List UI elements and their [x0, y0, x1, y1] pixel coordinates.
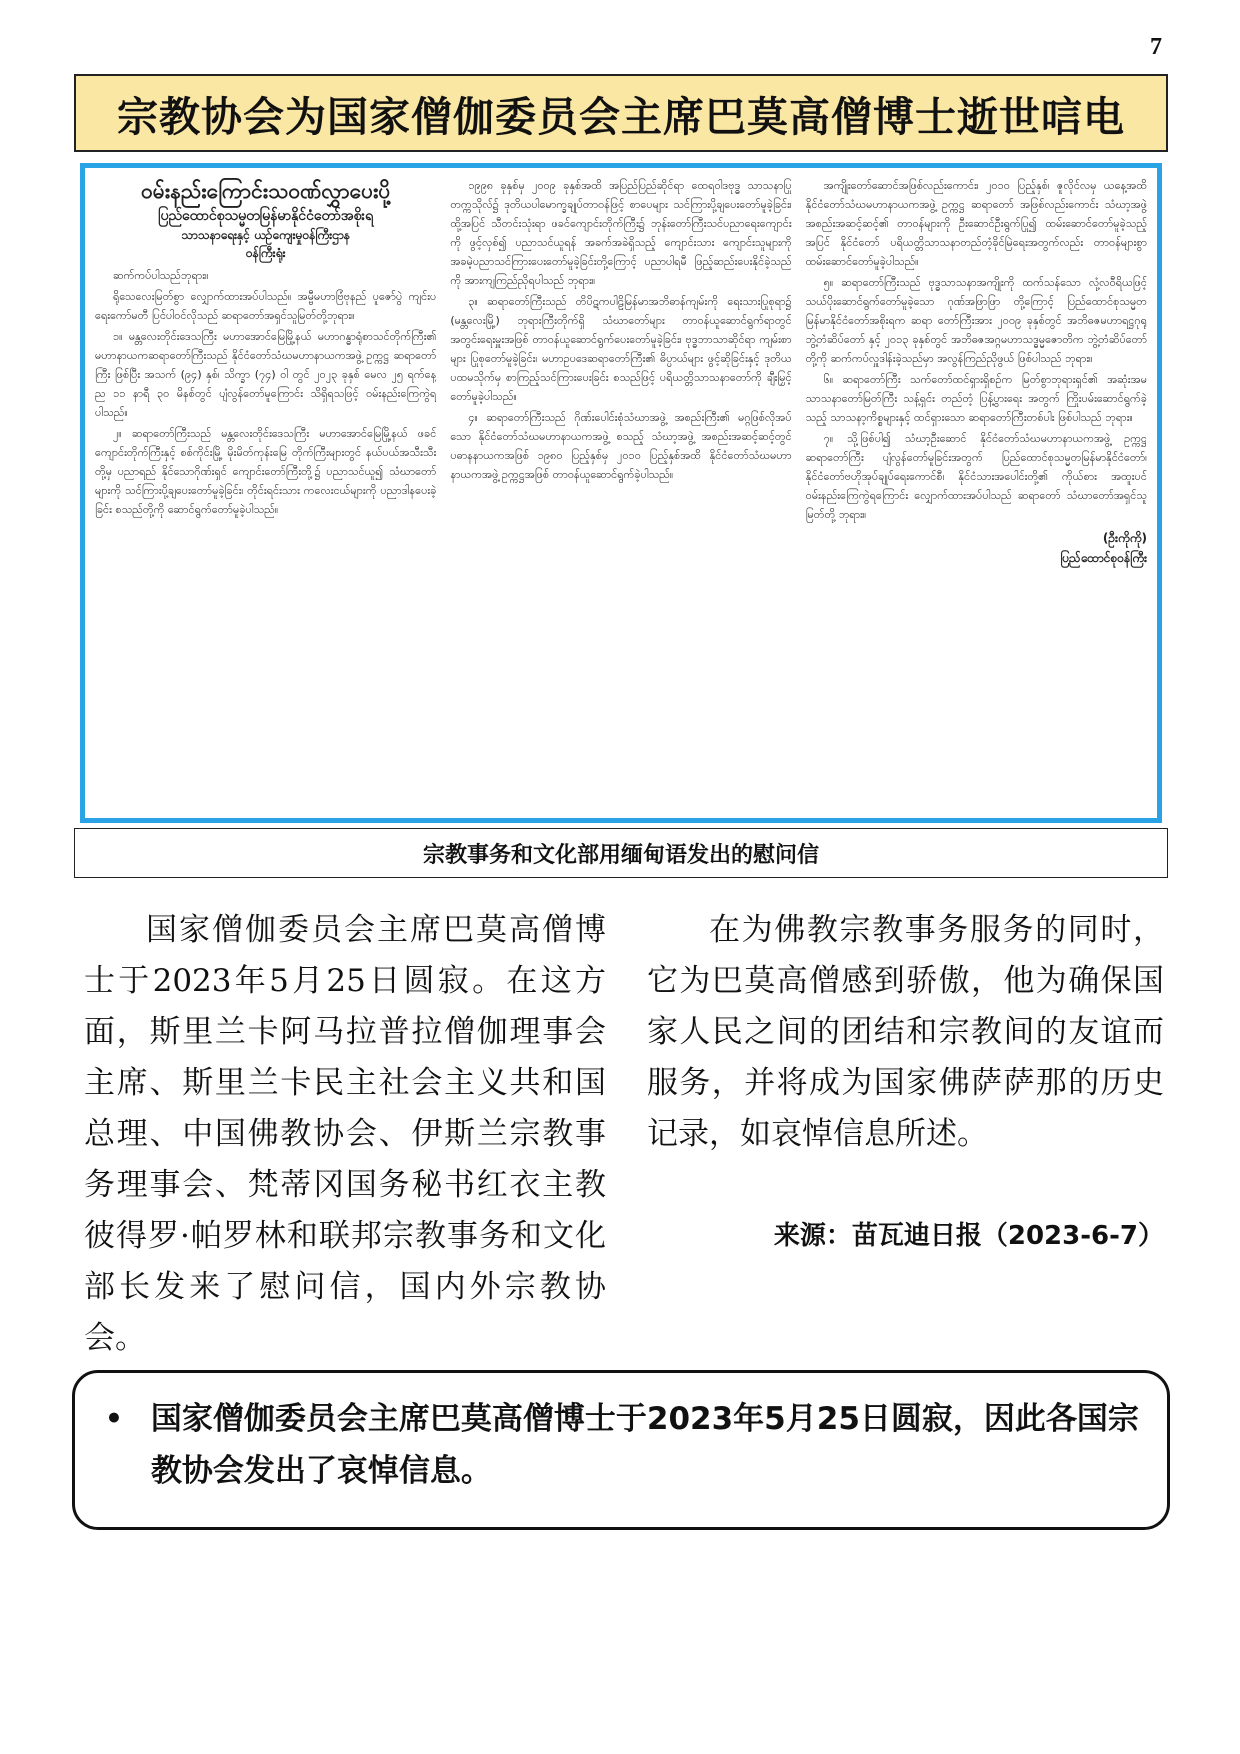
clipping-paragraph: ၄။ ဆရာတော်ကြီးသည် ဂိုဏ်းပေါင်းစုံသံဃာအဖွဲ့ အစည်းကြီး၏ မဂ္ဂဖြစ်လိုအပ်သော နိုင်ငံတော်သံဃမဟာနာယကအဖွဲ့ စသည့် သံဃာ့အဖွဲ့ အစည်းအဆင့်ဆင့်တွင် ပဓာနနာယကအဖြစ် ၁၉၈၀ ပြည့်နှစ်မှ ၂၀၁၀ ပြည့်နှစ်အထိ နိုင်ငံတော်သံဃမဟာနာယကအဖွဲ့ ဥက္ကဋ္ဌအဖြစ် တာဝန်ယူဆောင်ရွက်ခဲ့ပါသည်။	[450, 411, 792, 481]
clipping-paragraph: ၁။ မန္တလေးတိုင်းဒေသကြီး မဟာအောင်မြေမြို့နယ် မဟာဂန္ဓာရုံစာသင်တိုက်ကြီး၏ မဟာနာယကဆရာတော်ကြီးသည် နိုင်ငံတော်သံဃမဟာနာယကအဖွဲ့ ဥက္ကဋ္ဌ ဆရာတော်ကြီး ဖြစ်ပြီး အသက် (၉၄) နှစ်၊ သိက္ခာ (၇၄) ဝါ တွင် ၂၀၂၃ ခုနှစ် မေလ ၂၅ ရက်နေ့ ည ၁၁ နာရီ ၃၀ မိနစ်တွင် ပျံလွန်တော်မူကြောင်း သိရှိရသဖြင့် ဝမ်းနည်းကြေကွဲရပါသည်။	[95, 330, 437, 419]
signature-name: (ဦးကိုကို)	[1102, 531, 1147, 545]
article-column-right	[647, 905, 1164, 1160]
clipping-column-3	[806, 176, 1147, 810]
page-title: 宗教协会为国家僧伽委员会主席巴莫高僧博士逝世唁电	[117, 92, 1125, 141]
clipping-signature	[806, 528, 1147, 568]
clipping-header	[95, 176, 436, 262]
newspaper-clipping	[80, 163, 1162, 823]
title-banner	[74, 74, 1168, 152]
clipping-heading: ဝမ်းနည်းကြောင်းသဝဏ်လွှာပေးပို့	[140, 179, 391, 203]
clipping-paragraph: ၇။ သို့ဖြစ်ပါ၍ သံဃာ့ဦးဆောင် နိုင်ငံတော်သံဃမဟာနာယကအဖွဲ့ ဥက္ကဋ္ဌ ဆရာတော်ကြီး ပျံလွန်တော်မူခြင်းအတွက် ပြည်ထောင်စုသမ္မတမြန်မာနိုင်ငံတော်၊ နိုင်ငံတော်ဗဟိုအုပ်ချုပ်ရေးကောင်စီ၊ နိုင်ငံသားအပေါင်းတို့၏ ကိုယ်စား အထူးပင်ဝမ်းနည်းကြေကွဲရကြောင်း လျှောက်ထားအပ်ပါသည် ဆရာတော် သံဃာတော်အရှင်သူမြတ်တို့ ဘုရား။	[805, 432, 1147, 521]
clipping-paragraph: ၁၉၉၈ ခုနှစ်မှ ၂၀၀၉ ခုနှစ်အထိ အပြည်ပြည်ဆိုင်ရာ ထေရဝါဒဗုဒ္ဓ သာသနာပြုတက္ကသိုလ်၌ ဒုတိယပါမောက္ခချုပ်တာဝန်ဖြင့် စာပေများ သင်ကြားပို့ချပေးတော်မူခဲ့ခြင်း၊ ထို့အပြင် သီတင်းသုံးရာ ဖခင်ကျောင်းတိုက်ကြီး၌ ဘုန်းတော်ကြီးသင်ပညာရေးကျောင်းကို ဖွင့်လှစ်၍ ပညာသင်ယူရန် အခက်အခဲရှိသည့် ကျောင်းသား ကျောင်းသူများကို အခမဲ့ပညာသင်ကြားပေးတော်မူခဲ့ခြင်းတို့ကြောင့် ပညာပါရမီ ဖြည့်ဆည်းပေးနိုင်ခဲ့သည်ကို အားကျကြည်ညိုရပါသည် ဘုရား။	[450, 179, 792, 287]
clipping-column-2	[450, 176, 791, 810]
page-number: 7	[1150, 34, 1162, 60]
article-paragraph: 在为佛教宗教事务服务的同时，它为巴莫高僧感到骄傲，他为确保国家人民之间的团结和宗教间的友谊而服务，并将成为国家佛萨萨那的历史记录，如哀悼信息所述。	[647, 912, 1164, 1152]
clipping-paragraph: ၅။ ဆရာတော်ကြီးသည် ဗုဒ္ဓသာသနာအကျိုးကို ထက်သန်သော လုံ့လဝီရိယဖြင့် သယ်ပိုးဆောင်ရွက်တော်မူခဲ့သော ဂုဏ်အဖြာဖြာ တို့ကြောင့် ပြည်ထောင်စုသမ္မတမြန်မာနိုင်ငံတော်အစိုးရက ဆရာ တော်ကြီးအား ၂၀၀၉ ခုနှစ်တွင် အဘိဓဇမဟာရဋ္ဌဂုရု ဘွဲ့တံဆိပ်တော် နှင့် ၂၀၁၃ ခုနှစ်တွင် အဘိဓဇအဂ္ဂမဟာသဒ္ဓမ္မဇောတိက ဘွဲ့တံဆိပ်တော်တို့ကို ဆက်ကပ်လှူဒါန်းခဲ့သည်မှာ အလွန်ကြည်ညိုဖွယ် ဖြစ်ပါသည် ဘုရား။	[805, 276, 1147, 365]
summary-text: 国家僧伽委员会主席巴莫高僧博士于2023年5月25日圆寂，因此各国宗教协会发出了哀悼信息。	[150, 1401, 1139, 1489]
clipping-minister-office: ဝန်ကြီးရုံး	[245, 246, 286, 260]
clipping-column-1	[95, 176, 436, 810]
bullet-icon: •	[105, 1402, 123, 1435]
source-citation: 来源：苗瓦迪日报（2023-6-7）	[773, 1221, 1164, 1251]
clipping-caption-box	[74, 828, 1168, 878]
clipping-paragraph: ဆက်ကပ်ပါသည်ဘုရား။	[113, 269, 209, 282]
signature-title: ပြည်ထောင်စုဝန်ကြီး	[1060, 551, 1147, 565]
clipping-paragraph: ၆။ ဆရာတော်ကြီး သက်တော်ထင်ရှားရှိစဉ်က မြတ်စွာဘုရားရှင်၏ အဆုံးအမသာသနာတော်မြတ်ကြီး သန့်ရှင်း တည်တံ့ ပြန့်ပွားရေး အတွက် ကြိုးပမ်းဆောင်ရွက်ခဲ့သည့် သာသနာ့ကိစ္စများနှင့် ထင်ရှားသော ဆရာတော်ကြီးတစ်ပါး ဖြစ်ပါသည် ဘုရား။	[805, 373, 1147, 424]
clipping-paragraph: ၂။ ဆရာတော်ကြီးသည် မန္တလေးတိုင်းဒေသကြီး မဟာအောင်မြေမြို့နယ် ဖခင်ကျောင်းတိုက်ကြီးနှင့် စစ်ကိုင်းမြို့ မိုးမိတ်ကုန်းမြေ တိုက်ကြီးများတွင် နယ်ပယ်အသီးသီးတို့မှ ပညာရည် နိုင်သောဂိုဏ်းရှင် ကျောင်းတော်ကြီးတို့၌ ပညာသင်ယူ၍ သံဃာတော်များကို သင်ကြားပို့ချပေးတော်မူခဲ့ခြင်း၊ တိုင်းရင်းသား ကလေးငယ်များကို ပညာဒါနပေးခဲ့ခြင်း စသည်တို့ကို ဆောင်ရွက်တော်မူခဲ့ပါသည်။	[95, 427, 437, 516]
article-column-left	[84, 905, 606, 1364]
clipping-subheading: ပြည်ထောင်စုသမ္မတမြန်မာနိုင်ငံတော်အစိုးရ	[158, 208, 374, 224]
clipping-paragraph: အကျိုးတော်ဆောင်အဖြစ်လည်းကောင်း၊ ၂၀၁၀ ပြည့်နှစ်၊ ဇူလိုင်လမှ ယနေ့အထိ နိုင်ငံတော်သံဃမဟာနာယကအဖွဲ့ ဥက္ကဋ္ဌ ဆရာတော် အဖြစ်လည်းကောင်း သံဃာ့အဖွဲ့ အစည်းအဆင့်ဆင့်၏ တာဝန်များကို ဦးဆောင်ဦးရွက်ပြု၍ ထမ်းဆောင်တော်မူခဲ့သည့်အပြင် နိုင်ငံတော် ပရိယတ္တိသာသနာတည်တံ့ခိုင်မြဲရေးအတွက်လည်း တာဝန်များစွာ ထမ်းဆောင်တော်မူခဲ့ပါသည်။	[805, 179, 1147, 268]
clipping-paragraph: ရိုသေလေးမြတ်စွာ လျှောက်ထားအပ်ပါသည်။ အမ္ဗီမဟာဗြံဗုနည် ပူဇော်ပွဲ ကျင်းပရေးကော်မတီ ပြင်ပါဝင်လိုသည် ဆရာတော်အရှင်သူမြတ်တို့ဘုရား။	[95, 290, 437, 322]
clipping-ministry: သာသနာရေးနှင့် ယဉ်ကျေးမှုဝန်ကြီးဌာန	[181, 228, 350, 242]
clipping-caption: 宗教事务和文化部用缅甸语发出的慰问信	[422, 842, 819, 868]
clipping-paragraph: ၃။ ဆရာတော်ကြီးသည် တိပိဋကပါဠိမြန်မာအဘိဓာန်ကျမ်းကို ရေးသားပြုစုရာ၌ (မန္တလေးမြို့) ဘုရားကြီးတိုက်ရှိ သံဃာတော်များ တာဝန်ယူဆောင်ရွက်ရာတွင် အတွင်းရေးမှူးအဖြစ် တာဝန်ယူဆောင်ရွက်ပေးတော်မူခဲ့ခြင်း၊ ဗုဒ္ဓဘာသာဆိုင်ရာ ကျမ်းစာများ ပြုစုတော်မူခဲ့ခြင်း၊ မဟာဥပဒေဆရာတော်ကြီး၏ ဓိပ္ပာယ်များ ဖွင့်ဆိုခြင်းနှင့် ဒုတိယပထမသိုက်မှ စာကြည့်သင်ကြားပေးခြင်း စသည်ဖြင့် ပရိယတ္တိသာသနာတော်ကို ချီးမြှင့်တော်မူခဲ့ပါသည်။	[450, 295, 792, 403]
summary-box	[72, 1370, 1170, 1530]
article-paragraph: 国家僧伽委员会主席巴莫高僧博士于2023年5月25日圆寂。在这方面，斯里兰卡阿马拉普拉僧伽理事会主席、斯里兰卡民主社会主义共和国总理、中国佛教协会、伊斯兰宗教事务理事会、梵蒂冈国务秘书红衣主教彼得罗·帕罗林和联邦宗教事务和文化部长发来了慰问信，国内外宗教协会。	[84, 912, 606, 1356]
